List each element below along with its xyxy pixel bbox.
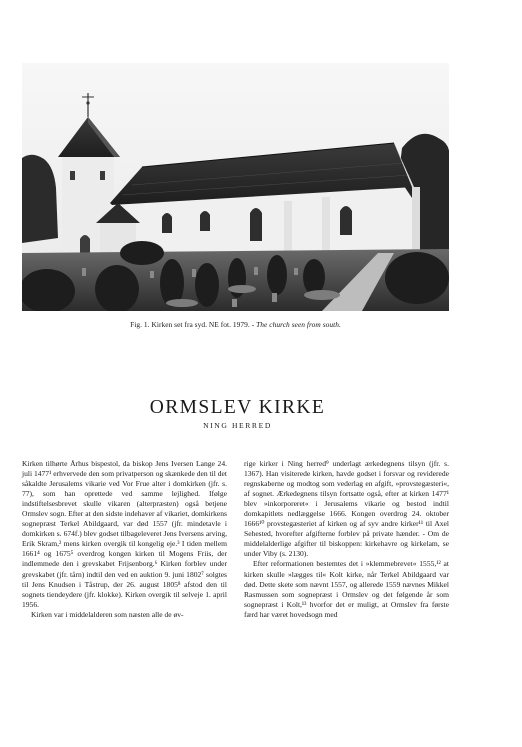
page-title: ORMSLEV KIRKE [149, 397, 326, 418]
text-column-left [22, 459, 227, 620]
text-column-right [244, 459, 449, 620]
figure-caption-english: The church seen from south. [256, 320, 341, 329]
paragraph: rige kirker i Ning herred⁹ underlagt ærkedegnens tilsyn (jfr. s. 1367). Han visiterede kirken, havde godset i forsvar og reviderede regnskaberne og modtog som vederlag en afgift, »provstegæsteri«, af sognet. Ærkedegnens tilsyn fortsatte også, efter at kirken 1477¹ blev »inkorporeret« i Jerusalems vikarie og bestod indtil domkapitlets nedlæggelse 1666. Kongen overdrog 24. oktober 1666¹⁰ provstegæsteriet af kirken og af syv andre kirker¹¹ til Axel Sehested, hvorefter afgifterne forblev på private hænder. - Om de middelalderlige afgifter til biskoppen: kirkehavre og kirkelam, se under Viby (s. 2130). [244, 459, 449, 559]
caption-separator: - [251, 320, 257, 329]
paragraph: Kirken tilhørte Århus bispestol, da biskop Jens Iversen Lange 24. juli 1477¹ erhvervede den som privatperson og skænkede den til det såkaldte Jerusalems vikarie ved Vor Frue alter i domkirken (jfr. s. 77), som han oprettede ved samme lejlighed. Ifølge indstiftelsesbrevet skulle vikaren (alterpræsten) også betjene Ormslev sogn. Efter at den sidste indehaver af vikariet, domkirkens sognepræst Terkel Abildgaard, var død 1557 (jfr. mindetavle i domkirken s. 674f.) blev godset tilbageleveret Jens Iversens arving, Erik Skram,² mens kirken overgik til kongelig eje.³ I tiden mellem 1661⁴ og 1675⁵ overdrog kongen kirken til Mogens Friis, der indlemmede den i grevskabet Frijsenborg.⁶ Kirken forblev under grevskabet (jfr. tårn) indtil den ved en auktion 9. juni 1802⁷ solgtes til Jens Knudsen i Tåstrup, der 26. august 1805⁸ afstod den til sognets tiendeydere (jfr. klokke). Kirken overgik til selveje 1. april 1956. [22, 459, 227, 609]
paragraph: Kirken var i middelalderen som næsten alle de øv- [31, 609, 184, 619]
church-photograph-drawing [22, 63, 449, 311]
figure-caption [22, 320, 449, 329]
paragraph: Efter reformationen bestemtes det i »klemmebrevet« 1555,¹² at kirken skulle »lægges til« Kolt kirke, når Terkel Abildgaard var død. Dette skete som nævnt 1557, og allerede 1559 nævnes Mikkel Rasmussen som sognepræst i Ormslev og det følgende år som sognepræst i Kolt,¹³ hvorfor det er muligt, at Ormslev fra første færd har været hovedsogn med [244, 559, 449, 619]
figure-caption-danish: Fig. 1. Kirken set fra syd. NE fot. 1979. [130, 320, 250, 329]
page-subtitle: NING HERRED [203, 421, 272, 430]
church-photograph [22, 63, 449, 311]
